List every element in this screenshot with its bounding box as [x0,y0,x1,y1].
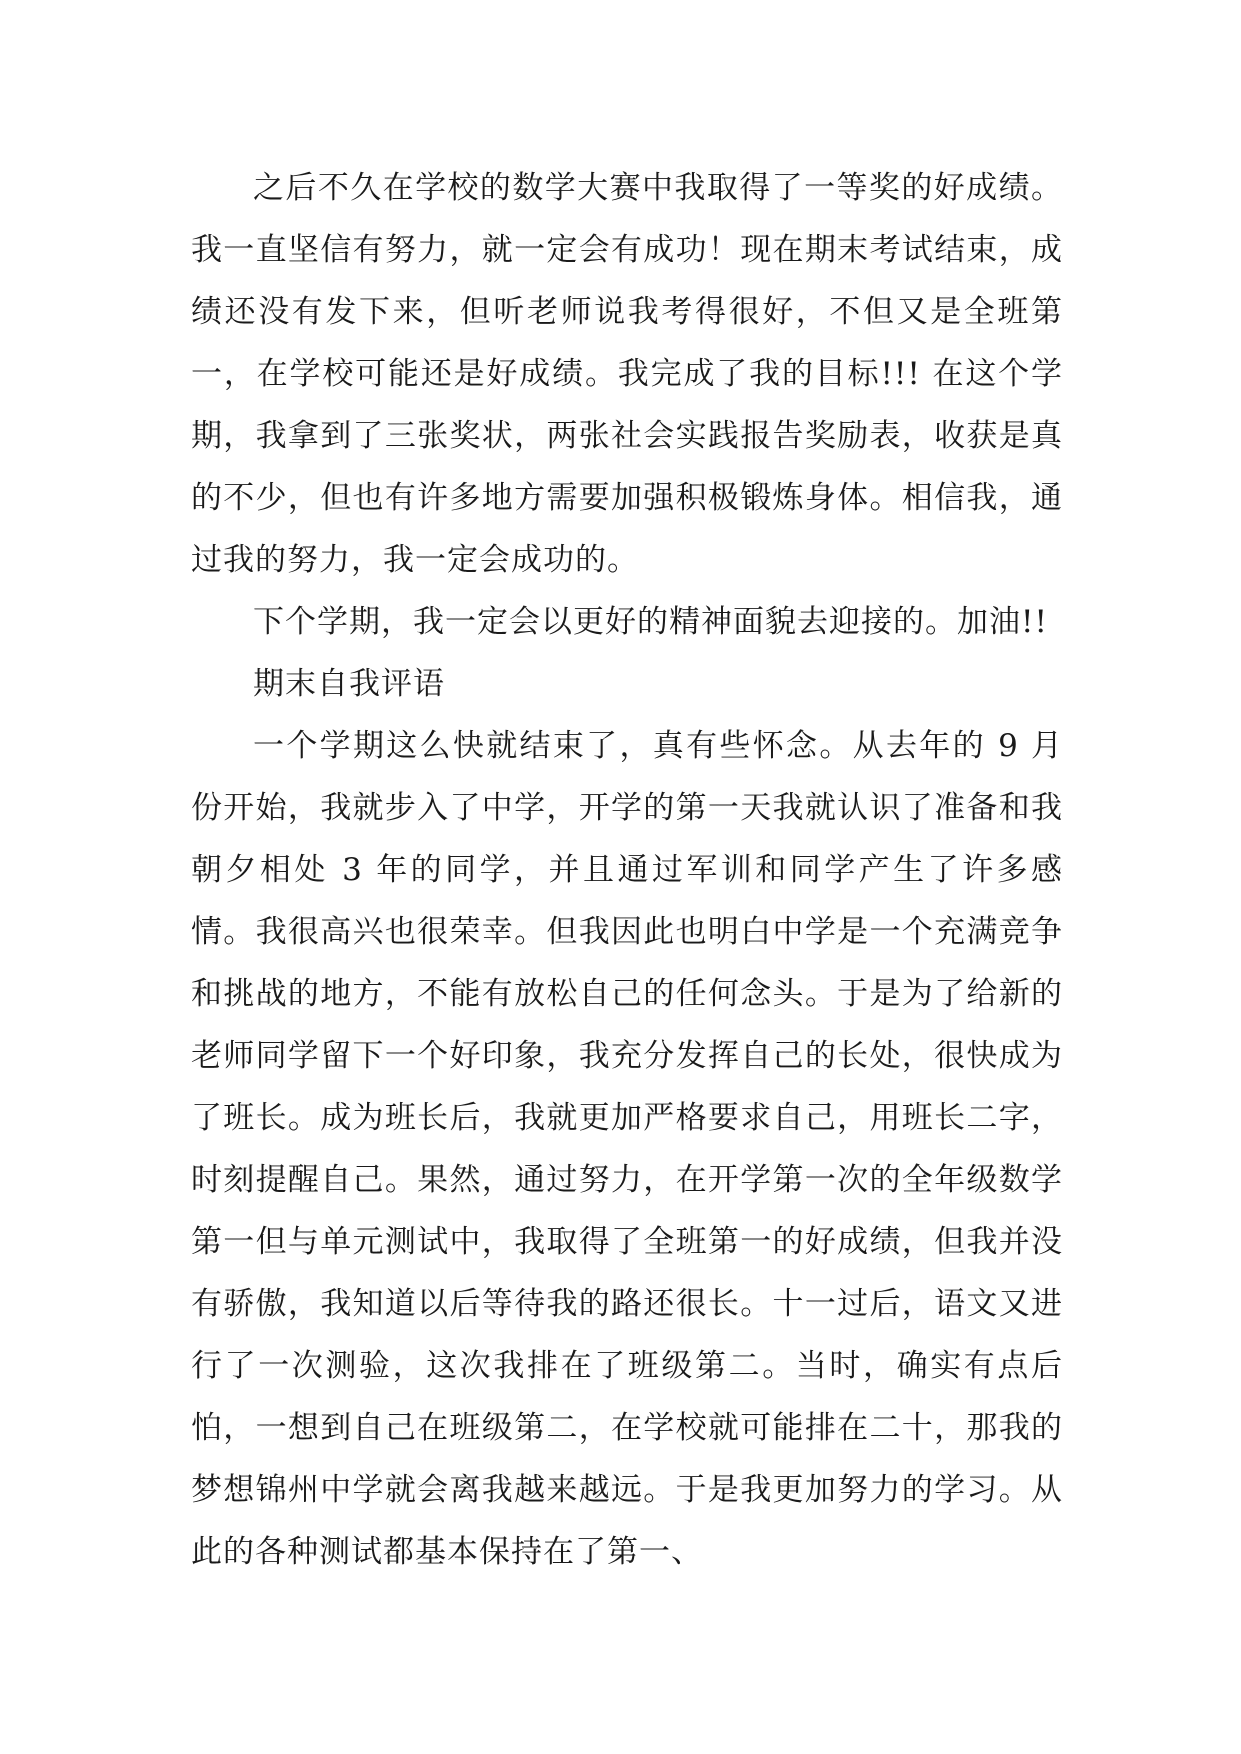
section-title: 期末自我评语 [253,666,445,702]
paragraph-self-evaluation: 一个学期这么快就结束了，真有些怀念。从去年的 9 月份开始，我就步入了中学，开学的第一天我就认识了准备和我朝夕相处 3 年的同学，并且通过军训和同学产生了许多感情。我很高兴也很荣幸。但我因此也明白中学是一个充满竞争和挑战的地方，不能有放松自己的任何念头。于是为了给新的老师同学留下一个好印象，我充分发挥自己的长处，很快成为了班长。成为班长后，我就更加严格要求自己，用班长二字，时刻提醒自己。果然，通过努力，在开学第一次的全年级数学第一但与单元测试中，我取得了全班第一的好成绩，但我并没有骄傲，我知道以后等待我的路还很长。十一过后，语文又进行了一次测验，这次我排在了班级第二。当时，确实有点后怕，一想到自己在班级第二，在学校就可能排在二十，那我的梦想锦州中学就会离我越来越远。于是我更加努力的学习。从此的各种测试都基本保持在了第一、 [191,728,1063,1570]
document-body [191,157,1063,1583]
paragraph-achievements: 之后不久在学校的数学大赛中我取得了一等奖的好成绩。我一直坚信有努力，就一定会有成功！现在期末考试结束，成绩还没有发下来，但听老师说我考得很好，不但又是全班第一，在学校可能还是好成绩。我完成了我的目标!!! 在这个学期，我拿到了三张奖状，两张社会实践报告奖励表，收获是真的不少，但也有许多地方需要加强积极锻炼身体。相信我，通过我的努力，我一定会成功的。 [191,170,1063,578]
paragraph-next-semester: 下个学期，我一定会以更好的精神面貌去迎接的。加油!! [253,604,1048,640]
